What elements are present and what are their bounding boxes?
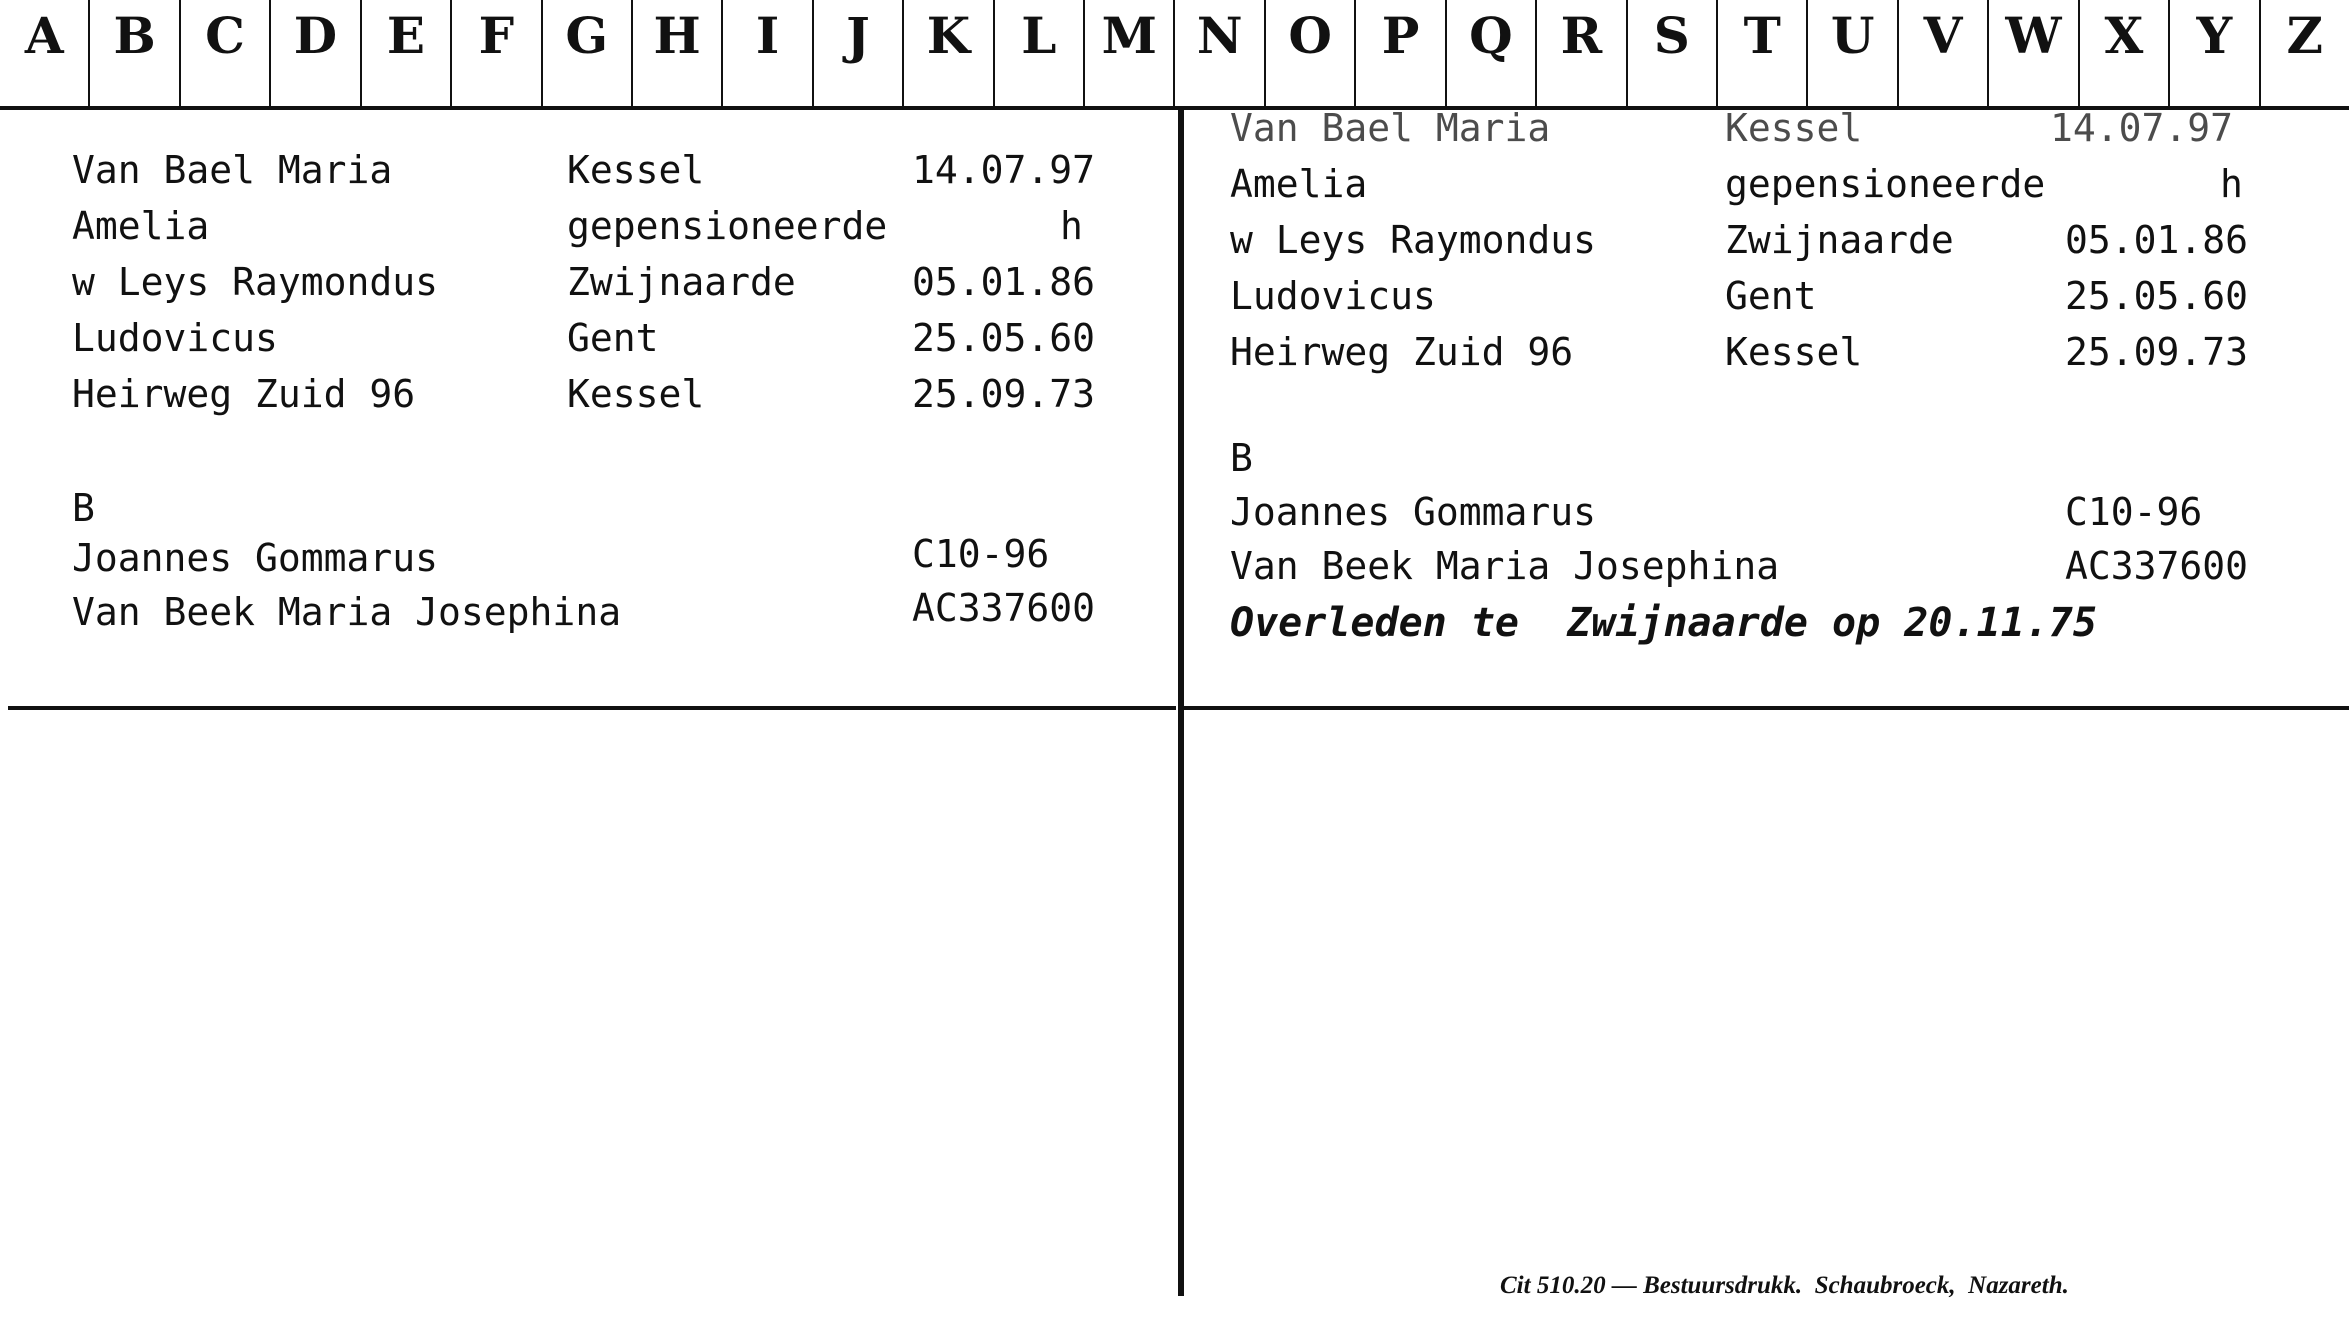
index-tab-w: W <box>1989 0 2079 106</box>
right-date-3: 05.01.86 <box>2065 218 2249 262</box>
index-tab-g: G <box>543 0 633 106</box>
right-name-5: Heirweg Zuid 96 <box>1230 330 1574 374</box>
left-name-5: Heirweg Zuid 96 <box>72 372 416 416</box>
right-name-1: Van Bael Maria <box>1230 106 1551 150</box>
index-tab-u: U <box>1808 0 1898 106</box>
right-name-2: Amelia <box>1230 162 1368 206</box>
index-tab-b: B <box>90 0 180 106</box>
vertical-divider <box>1178 106 1184 1296</box>
right-date-4: 25.05.60 <box>2065 274 2249 318</box>
left-name-3: w Leys Raymondus <box>72 260 439 304</box>
right-name-3: w Leys Raymondus <box>1230 218 1597 262</box>
index-tab-p: P <box>1356 0 1446 106</box>
index-tab-n: N <box>1175 0 1265 106</box>
right-date-5: 25.09.73 <box>2065 330 2249 374</box>
index-tab-v: V <box>1899 0 1989 106</box>
left-father-code: C10-96 <box>912 532 1050 576</box>
left-date-4: 25.05.60 <box>912 316 1096 360</box>
left-name-4: Ludovicus <box>72 316 278 360</box>
left-place-5: Kessel <box>567 372 705 416</box>
left-place-2: gepensioneerde <box>567 204 888 248</box>
index-tab-c: C <box>181 0 271 106</box>
index-tab-s: S <box>1628 0 1718 106</box>
index-tab-d: D <box>271 0 361 106</box>
right-date-1: 14.07.97 <box>2050 106 2234 150</box>
index-tab-t: T <box>1718 0 1808 106</box>
left-date-1: 14.07.97 <box>912 148 1096 192</box>
index-tab-y: Y <box>2170 0 2260 106</box>
right-date-2: h <box>2220 162 2243 206</box>
index-tab-k: K <box>904 0 994 106</box>
right-death-note: Overleden te Zwijnaarde op 20.11.75 <box>1230 600 2097 646</box>
right-place-4: Gent <box>1725 274 1817 318</box>
left-name-2: Amelia <box>72 204 210 248</box>
left-father: Joannes Gommarus <box>72 536 439 580</box>
right-place-1: Kessel <box>1725 106 1863 150</box>
alphabet-index-tabs <box>0 0 2349 110</box>
right-name-4: Ludovicus <box>1230 274 1436 318</box>
index-tab-i: I <box>723 0 813 106</box>
right-mother: Van Beek Maria Josephina <box>1230 544 1780 588</box>
index-tab-h: H <box>633 0 723 106</box>
index-tab-e: E <box>362 0 452 106</box>
left-date-2: h <box>1060 204 1083 248</box>
index-tab-a: A <box>0 0 90 106</box>
horizontal-divider-left <box>8 706 1176 710</box>
left-date-5: 25.09.73 <box>912 372 1096 416</box>
right-father: Joannes Gommarus <box>1230 490 1597 534</box>
index-tab-o: O <box>1266 0 1356 106</box>
index-tab-x: X <box>2080 0 2170 106</box>
index-tab-m: M <box>1085 0 1175 106</box>
left-place-4: Gent <box>567 316 659 360</box>
index-tab-q: Q <box>1447 0 1537 106</box>
left-date-3: 05.01.86 <box>912 260 1096 304</box>
printer-footer: Cit 510.20 — Bestuursdrukk. Schaubroeck, Nazareth. <box>1500 1272 2069 1299</box>
index-tab-z: Z <box>2286 6 2323 65</box>
left-mother: Van Beek Maria Josephina <box>72 590 622 634</box>
index-tab-l: L <box>995 0 1085 106</box>
index-tab-f: F <box>452 0 542 106</box>
right-father-code: C10-96 <box>2065 490 2203 534</box>
left-section-letter: B <box>72 486 95 530</box>
right-place-2: gepensioneerde <box>1725 162 2046 206</box>
left-place-1: Kessel <box>567 148 705 192</box>
index-tab-r: R <box>1537 0 1627 106</box>
left-mother-code: AC337600 <box>912 586 1096 630</box>
horizontal-divider-right <box>1184 706 2349 710</box>
right-section-letter: B <box>1230 436 1253 480</box>
right-mother-code: AC337600 <box>2065 544 2249 588</box>
index-tab-j: J <box>814 0 904 106</box>
left-place-3: Zwijnaarde <box>567 260 796 304</box>
left-name-1: Van Bael Maria <box>72 148 393 192</box>
right-place-5: Kessel <box>1725 330 1863 374</box>
right-place-3: Zwijnaarde <box>1725 218 1954 262</box>
